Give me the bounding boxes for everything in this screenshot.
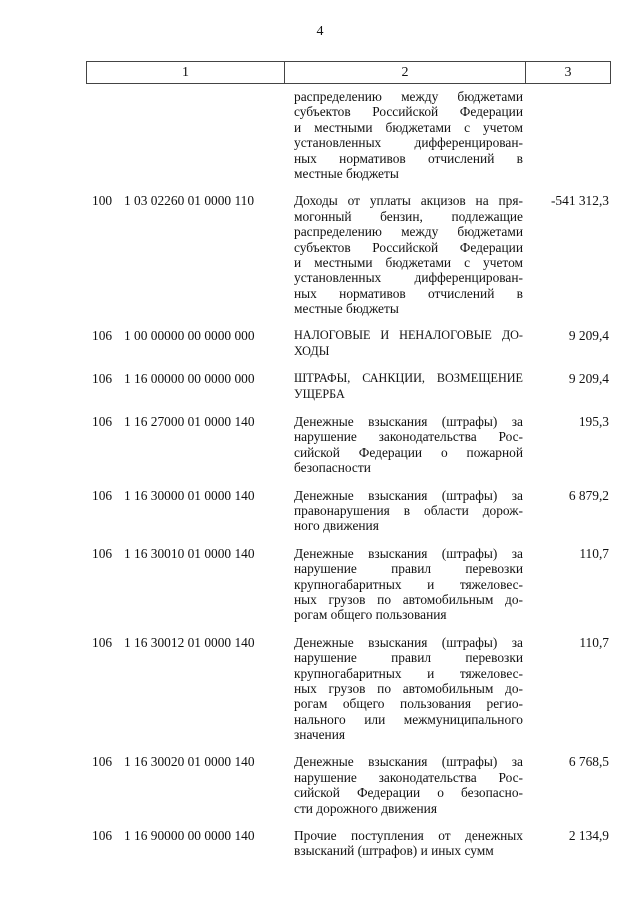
amount: -541 312,3 <box>550 193 609 209</box>
admin-code <box>86 89 120 181</box>
table-row <box>86 754 611 816</box>
budget-classification-code: 1 03 02260 01 0000 110 <box>124 193 255 209</box>
admin-code: 106 <box>92 487 113 503</box>
income-name-line: Денежные взыскания (штрафы) за <box>294 545 523 561</box>
income-name-line: сийской Федерации о пожарной <box>294 444 523 460</box>
income-name-line: рогам общего пользования регио- <box>294 696 523 712</box>
income-name <box>294 635 523 743</box>
income-name <box>294 546 523 623</box>
admin-code: 106 <box>92 828 113 844</box>
income-name-line: местные бюджеты <box>294 165 399 181</box>
income-name-line: ШТРАФЫ, САНКЦИИ, ВОЗМЕЩЕНИЕ <box>294 371 523 386</box>
budget-classification-code: 1 16 00000 00 0000 000 <box>124 371 255 387</box>
income-name-line: сийской Федерации о безопасно- <box>294 785 523 801</box>
table-row <box>86 193 611 316</box>
amount: 9 209,4 <box>568 371 609 387</box>
income-name-line: ного движения <box>294 518 379 534</box>
income-name-line: крупногабаритных и тяжеловес- <box>294 665 523 681</box>
income-name <box>294 414 523 476</box>
income-name <box>294 754 523 816</box>
income-name-line: нарушение законодательства Рос- <box>294 429 523 445</box>
table-row <box>86 328 611 359</box>
income-name-line: нального или межмуниципального <box>294 711 523 727</box>
income-name-line: взысканий (штрафов) и иных сумм <box>294 843 494 859</box>
income-name-line: рогам общего пользования <box>294 607 447 623</box>
table-body <box>86 89 611 871</box>
income-name-line: значения <box>294 727 346 743</box>
budget-classification-code: 1 16 30000 01 0000 140 <box>124 487 255 503</box>
table-row <box>86 546 611 623</box>
income-name-line: Денежные взыскания (штрафы) за <box>294 487 523 503</box>
income-name-line: и местными бюджетами с учетом <box>294 119 523 135</box>
income-name <box>294 488 523 534</box>
budget-classification-code: 1 16 30012 01 0000 140 <box>124 634 255 650</box>
income-name-line: установленных дифференцирован- <box>294 135 523 151</box>
income-name-line: Денежные взыскания (штрафы) за <box>294 634 523 650</box>
budget-classification-code: 1 16 90000 00 0000 140 <box>124 828 255 844</box>
header-col-3: 3 <box>525 62 610 83</box>
income-name <box>294 193 523 316</box>
admin-code: 106 <box>92 371 113 387</box>
admin-code: 106 <box>92 328 113 344</box>
income-name-line: сти дорожного движения <box>294 800 438 816</box>
income-name-line: и местными бюджетами с учетом <box>294 254 523 270</box>
income-name-line: ХОДЫ <box>294 343 330 358</box>
income-name-line: распределению между бюджетами <box>294 89 523 104</box>
income-name <box>294 371 523 402</box>
income-name-line: нарушение правил перевозки <box>294 650 523 666</box>
amount: 9 209,4 <box>568 328 609 344</box>
header-col-2: 2 <box>284 62 525 83</box>
table-row <box>86 371 611 402</box>
income-name-line: безопасности <box>294 460 371 476</box>
page-number: 4 <box>316 24 324 39</box>
amount: 110,7 <box>579 634 609 650</box>
income-name-line: ных нормативов отчислений в <box>294 285 523 301</box>
amount <box>523 89 611 181</box>
income-name-line: нарушение законодательства Рос- <box>294 769 523 785</box>
table-row <box>86 414 611 476</box>
income-name-line: крупногабаритных и тяжеловес- <box>294 576 523 592</box>
admin-code: 106 <box>92 414 113 430</box>
table-row <box>86 488 611 534</box>
table-row <box>86 635 611 743</box>
income-name-line: ных грузов по автомобильным до- <box>294 591 523 607</box>
budget-classification-code: 1 16 27000 01 0000 140 <box>124 414 255 430</box>
header-col-1: 1 <box>182 64 189 80</box>
amount: 195,3 <box>578 414 609 430</box>
income-name-line: правонарушения в области дорож- <box>294 502 523 518</box>
table-row <box>86 89 611 181</box>
amount: 110,7 <box>579 545 609 561</box>
admin-code: 106 <box>92 754 113 770</box>
income-name-line: установленных дифференцирован- <box>294 270 523 286</box>
admin-code: 100 <box>92 193 113 209</box>
admin-code: 106 <box>92 545 113 561</box>
income-name-line: Денежные взыскания (штрафы) за <box>294 754 523 770</box>
admin-code: 106 <box>92 634 113 650</box>
budget-classification-code <box>120 89 290 181</box>
income-name-line: субъектов Российской Федерации <box>294 239 523 255</box>
income-name-line: ных нормативов отчислений в <box>294 150 523 166</box>
income-name-line: субъектов Российской Федерации <box>294 104 523 120</box>
amount: 2 134,9 <box>568 828 609 844</box>
table-header <box>86 61 611 84</box>
table-row <box>86 828 611 859</box>
amount: 6 768,5 <box>568 754 609 770</box>
income-name-line: местные бюджеты <box>294 301 399 317</box>
income-name <box>294 828 523 859</box>
income-name-line: Доходы от уплаты акцизов на пря- <box>294 193 523 209</box>
income-name-line: ных грузов по автомобильным до- <box>294 680 523 696</box>
income-name-line: Прочие поступления от денежных <box>294 828 523 844</box>
income-name-line: нарушение правил перевозки <box>294 561 523 577</box>
income-name-line: распределению между бюджетами <box>294 224 523 240</box>
income-name-line: УЩЕРБА <box>294 386 345 401</box>
budget-classification-code: 1 16 30010 01 0000 140 <box>124 545 255 561</box>
income-name-line: могонный бензин, подлежащие <box>294 208 523 224</box>
income-name-line: НАЛОГОВЫЕ И НЕНАЛОГОВЫЕ ДО- <box>294 328 523 343</box>
amount: 6 879,2 <box>568 487 609 503</box>
budget-classification-code: 1 00 00000 00 0000 000 <box>124 328 255 344</box>
income-name-line: Денежные взыскания (штрафы) за <box>294 414 523 430</box>
income-name <box>294 89 523 181</box>
income-name <box>294 328 523 359</box>
budget-classification-code: 1 16 30020 01 0000 140 <box>124 754 255 770</box>
